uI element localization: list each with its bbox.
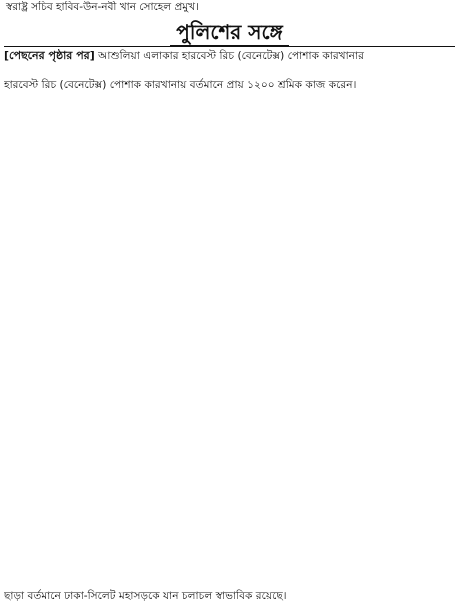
body-line (4, 487, 455, 502)
body-line (4, 472, 455, 487)
body-line (4, 312, 455, 327)
preceding-article-tail: স্বরাষ্ট্র সচিব হাবিব-উন-নবী খান সোহেল প্রমুখ। (6, 1, 199, 13)
body-line (4, 326, 455, 341)
body-line (4, 501, 455, 516)
body-line (4, 341, 455, 356)
body-line (4, 107, 455, 122)
body-line (4, 253, 455, 268)
body-line (4, 516, 455, 531)
body-line (4, 443, 455, 458)
body-line (4, 428, 455, 443)
body-line (4, 151, 455, 166)
body-line (4, 224, 455, 239)
body-line-text: আশুলিয়া এলাকার হারবেস্ট রিচ (বেনেটেক্স) পোশাক কারখানার (94, 50, 364, 62)
headline-text: পুলিশের সঙ্গে (170, 20, 289, 46)
continuation-kicker: [পেছনের পৃষ্ঠার পর] (4, 49, 95, 62)
body-line (4, 64, 455, 79)
body-line (4, 49, 455, 64)
body-line (4, 399, 455, 414)
body-line (4, 283, 455, 298)
body-line (4, 195, 455, 210)
body-line (4, 239, 455, 254)
body-line (4, 166, 455, 181)
body-line (4, 414, 455, 429)
body-line (4, 210, 455, 225)
body-line (4, 545, 455, 560)
body-line: ছাড়া বর্তমানে ঢাকা-সিলেট মহাসড়কে যান চলাচল স্বাভাবিক রয়েছে। (4, 589, 287, 602)
body-line (4, 180, 455, 195)
body-line (4, 458, 455, 473)
body-line: হারবেস্ট রিচ (বেনেটেক্স) পোশাক কারখানায় বর্তমানে প্রায় ১২০০ শ্রমিক কাজ করেন। (4, 79, 357, 92)
body-line (4, 122, 455, 137)
headline (4, 20, 455, 44)
body-line (4, 297, 455, 312)
body-line (4, 268, 455, 283)
body-line (4, 385, 455, 400)
newspaper-page (0, 1, 459, 616)
body-line (4, 93, 455, 108)
body-line (4, 560, 455, 575)
body-line (4, 531, 455, 546)
body-line (4, 355, 455, 370)
body-line (4, 370, 455, 385)
body-line (4, 137, 455, 152)
article-body (4, 46, 455, 604)
body-line (4, 574, 455, 589)
